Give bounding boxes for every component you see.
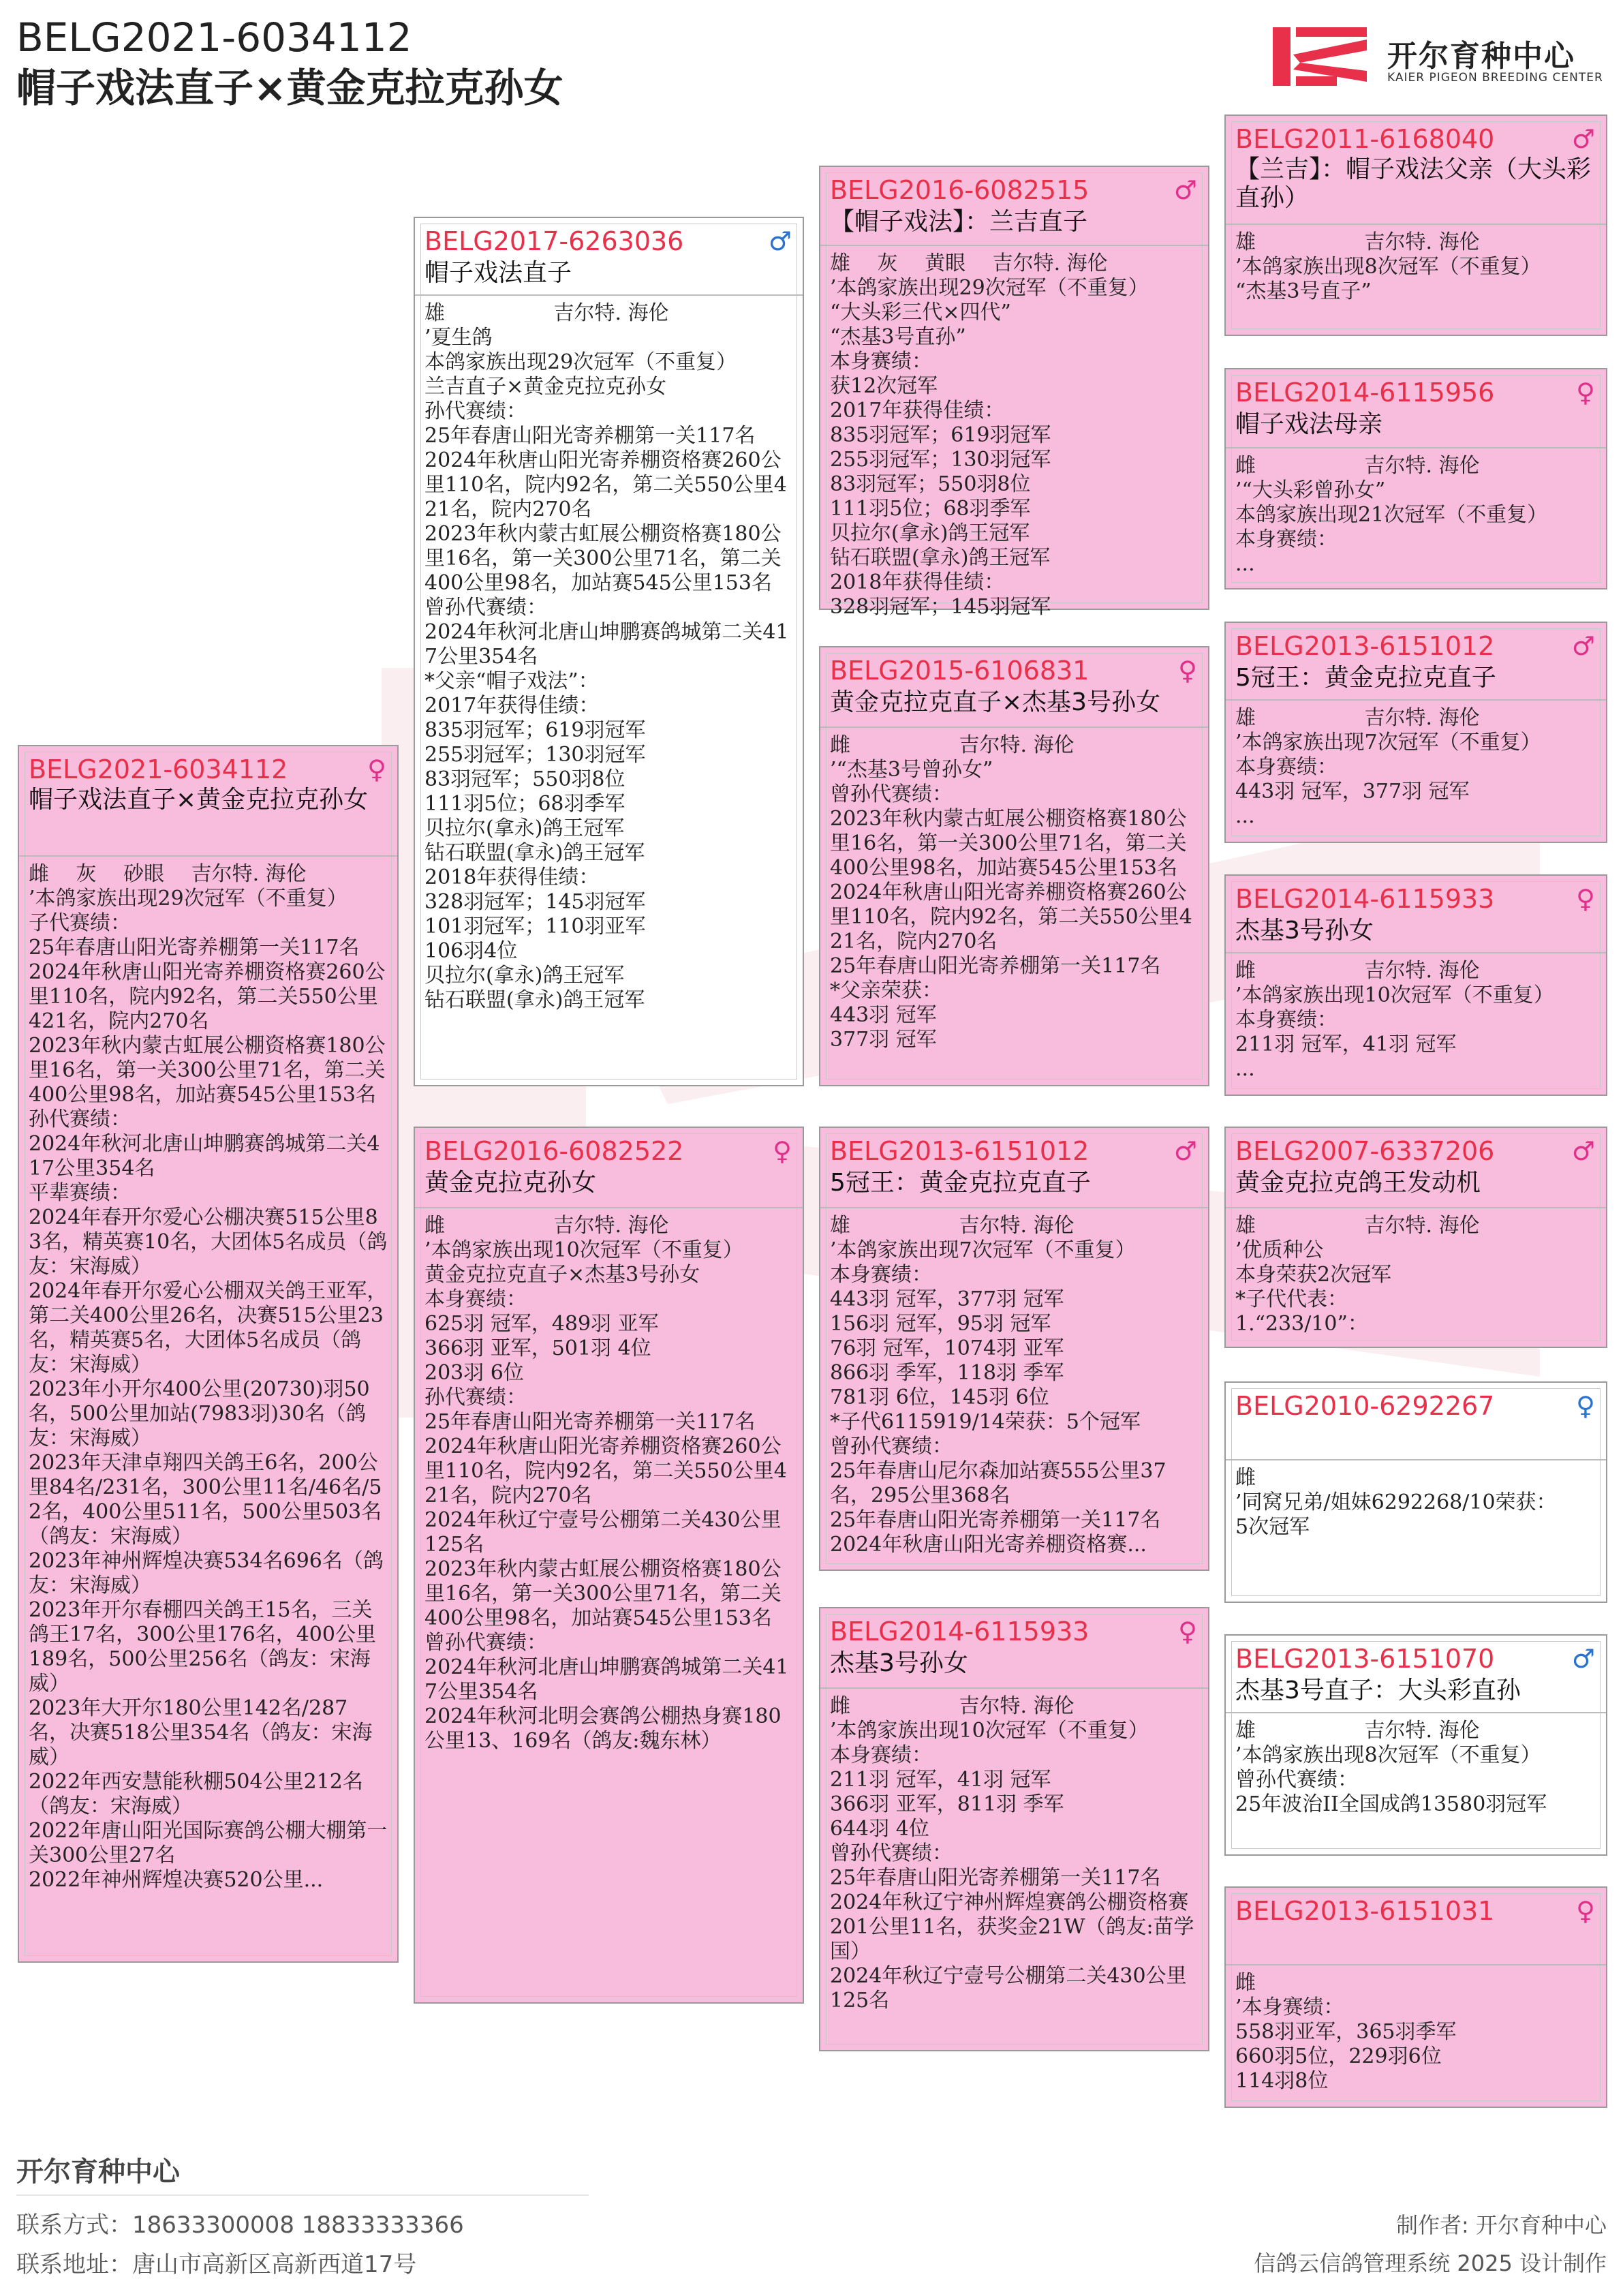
card-ring-number: BELG2015-6106831: [830, 656, 1089, 686]
pedigree-id: BELG2021-6034112: [16, 14, 412, 61]
footer-system: 信鸽云信鸽管理系统 2025 设计制作: [1254, 2250, 1607, 2276]
card-description: 雄 吉尔特. 海伦 ’本鸽家族出现8次冠军（不重复） 曾孙代赛绩： 25年波治II全国成鸽13580羽冠军: [1235, 1719, 1547, 1816]
card-ring-number: BELG2014-6115933: [830, 1617, 1089, 1647]
male-icon: ♂: [1571, 124, 1595, 154]
address-text: 唐山市高新区高新西道17号: [132, 2251, 417, 2278]
pedigree-card-ggsire-2[interactable]: [1224, 622, 1607, 843]
pedigree-card-granddam-pat[interactable]: [819, 646, 1209, 1086]
brand-logo: [1273, 27, 1607, 95]
card-divider: [1226, 699, 1606, 701]
card-name: 杰基3号直子：大头彩直孙: [1235, 1677, 1521, 1704]
pedigree-card-grandsire-mat[interactable]: [819, 1127, 1209, 1571]
pedigree-card-grandsire-pat[interactable]: [819, 166, 1209, 619]
card-name: 5冠王：黄金克拉克直子: [830, 1169, 1091, 1197]
pedigree-card-ggdam-3[interactable]: [1224, 1381, 1607, 1603]
footer-maker: 制作者: 开尔育种中心: [1396, 2212, 1607, 2238]
kaier-logo-icon: [1273, 27, 1368, 86]
card-divider: [1226, 447, 1606, 448]
pedigree-card-granddam-mat[interactable]: [819, 1607, 1209, 2051]
card-name: 帽子戏法直子: [424, 259, 572, 287]
card-description: 雄 吉尔特. 海伦 ’本鸽家族出现7次冠军（不重复） 本身赛绩： 443羽 冠军，377羽 冠军 ...: [1235, 706, 1541, 828]
card-name: 帽子戏法直子×黄金克拉克孙女: [29, 786, 369, 814]
card-ring-number: BELG2017-6263036: [424, 226, 684, 256]
card-divider: [1226, 1964, 1606, 1965]
card-divider: [820, 726, 1208, 728]
card-divider: [19, 855, 397, 857]
card-description: 雌 吉尔特. 海伦 ’本鸽家族出现10次冠军（不重复） 本身赛绩： 211羽 冠军，41羽 冠军 366羽 亚军，811羽 季军 644羽 4位 曾孙代赛绩： 25年春唐山阳光寄养棚第一关117名 2024年秋辽宁神州辉煌赛鸽公棚资格赛201公里11名，获奖金21W（鸽友:苗学国） 2024年秋辽宁壹号公棚第二关430公里125名: [830, 1694, 1194, 2012]
card-description: 雄 灰 黄眼 吉尔特. 海伦 ’本鸽家族出现29次冠军（不重复） “大头彩三代×四代” “杰基3号直孙” 本身赛绩： 获12次冠军 2017年获得佳绩： 835羽冠军；619羽冠军 255羽冠军；130羽冠军 83羽冠军；550羽8位 111羽5位；68羽季军 贝拉尔(拿永)鸽王冠军 钻石联盟(拿永)鸽王冠军 2018年获得佳绩： 328羽冠军；145羽冠军: [830, 251, 1149, 619]
card-ring-number: BELG2010-6292267: [1235, 1391, 1495, 1421]
card-description: 雌 吉尔特. 海伦 ’“大头彩曾孙女” 本鸽家族出现21次冠军（不重复） 本身赛绩： ...: [1235, 454, 1548, 576]
card-ring-number: BELG2013-6151012: [830, 1136, 1089, 1166]
card-ring-number: BELG2013-6151012: [1235, 631, 1495, 661]
card-name: 黄金克拉克孙女: [424, 1169, 597, 1197]
brand-name-cn: 开尔育种中心: [1387, 39, 1575, 74]
address-label: 联系地址：: [16, 2251, 132, 2278]
male-icon: ♂: [1173, 175, 1197, 205]
footer-contact: [16, 2206, 464, 2239]
card-divider: [1226, 1207, 1606, 1208]
female-icon: ♀: [1576, 378, 1595, 408]
card-divider: [820, 1207, 1208, 1208]
card-description: 雌 吉尔特. 海伦 ’“杰基3号曾孙女” 曾孙代赛绩： 2023年秋内蒙古虹展公棚资格赛180公里16名，第一关300公里71名，第二关400公里98名，加站赛545公里153名 2024年秋唐山阳光寄养棚资格赛260公里110名，院内92名，第二关550公里421名，院内270名 25年春唐山阳光寄养棚第一关117名 *父亲荣获： 443羽 冠军 377羽 冠军: [830, 733, 1192, 1052]
card-name: 杰基3号孙女: [830, 1649, 968, 1677]
card-name: 5冠王：黄金克拉克直子: [1235, 664, 1496, 692]
card-name: 黄金克拉克直子×杰基3号孙女: [830, 688, 1161, 716]
card-divider: [1226, 1459, 1606, 1460]
card-name: 黄金克拉克鸽王发动机: [1235, 1169, 1481, 1197]
card-divider: [1226, 224, 1606, 225]
card-ring-number: BELG2007-6337206: [1235, 1136, 1495, 1166]
card-ring-number: BELG2016-6082522: [424, 1136, 684, 1166]
pedigree-card-ggdam-4[interactable]: [1224, 1886, 1607, 2108]
pedigree-card-sire[interactable]: [414, 217, 804, 1086]
female-icon: ♀: [773, 1136, 792, 1166]
card-ring-number: BELG2011-6168040: [1235, 124, 1495, 154]
contact-label: 联系方式：: [16, 2211, 132, 2239]
card-description: 雄 吉尔特. 海伦 ’本鸽家族出现7次冠军（不重复） 本身赛绩： 443羽 冠军，377羽 冠军 156羽 冠军，95羽 冠军 76羽 冠军，1074羽 亚军 866羽 季军，118羽 季军 781羽 6位，145羽 6位 *子代6115919/14荣获：5个冠军 曾孙代赛绩： 25年春唐山尼尔森加站赛555公里37名，295公里368名 25年春唐山阳光寄养棚第一关117名 2024年秋唐山阳光寄养棚资格赛...: [830, 1214, 1166, 1557]
card-divider: [415, 294, 803, 296]
card-divider: [1226, 952, 1606, 953]
card-name: 【帽子戏法】：兰吉直子: [830, 208, 1088, 236]
pedigree-card-ggdam-1[interactable]: [1224, 368, 1607, 590]
brand-name-en: KAIER PIGEON BREEDING CENTER: [1387, 71, 1603, 85]
female-icon: ♀: [1576, 1391, 1595, 1421]
pedigree-card-dam[interactable]: [414, 1127, 804, 2004]
card-divider: [820, 1687, 1208, 1689]
female-icon: ♀: [1178, 1617, 1197, 1647]
card-description: 雌 灰 砂眼 吉尔特. 海伦 ’本鸽家族出现29次冠军（不重复） 子代赛绩： 25年春唐山阳光寄养棚第一关117名 2024年秋唐山阳光寄养棚资格赛260公里110名，院内92名，第二关550公里421名，院内270名 2023年秋内蒙古虹展公棚资格赛180公里16名，第一关300公里71名，第二关400公里98名，加站赛545公里153名 孙代赛绩： 2024年秋河北唐山坤鹏赛鸽城第二关417公里354名 平辈赛绩： 2024年春开尔爱心公棚决赛515公里83名，精英赛10名，大团体5名成员（鸽友：宋海威） 2024年春开尔爱心公棚双关鸽王亚军，第二关400公里26名，决赛515公里23名，精英赛5名，大团体5名成员（鸽友：宋海威） 2023年小开尔400公里(20730)羽50名，500公里加站(7983羽)30名（鸽友：宋海威） 2023年天津卓翔四关鸽王6名，200公里84名/231名，300公里11名/46名/52名，400公里511名，500公里503名（鸽友：宋海威） 2023年神州辉煌决赛534名696名（鸽友：宋海威） 2023年开尔春棚四关鸽王15名，三关鸽王17名，300公里176名，400公里189名，500公里256名（鸽友：宋海威） 2023年大开尔180公里142名/287名，决赛518公里354名（鸽友：宋海威） 2022年西安慧能秋棚504公里212名（鸽友：宋海威） 2022年唐山阳光国际赛鸽公棚大棚第一关300公里27名 2022年神州辉煌决赛520公里...: [29, 862, 388, 1892]
contact-phone: 18633300008 18833333366: [132, 2211, 464, 2239]
card-description: 雄 吉尔特. 海伦 ’本鸽家族出现8次冠军（不重复） “杰基3号直子”: [1235, 230, 1541, 303]
male-icon: ♂: [1173, 1136, 1197, 1166]
card-ring-number: BELG2013-6151070: [1235, 1644, 1495, 1674]
card-divider: [415, 1207, 803, 1208]
male-icon: ♂: [768, 226, 792, 256]
female-icon: ♀: [1576, 884, 1595, 914]
male-icon: ♂: [1571, 1644, 1595, 1674]
card-name: 【兰吉】：帽子戏法父亲（大头彩直孙）: [1235, 155, 1592, 212]
card-ring-number: BELG2016-6082515: [830, 175, 1089, 205]
card-description: 雄 吉尔特. 海伦 ’夏生鸽 本鸽家族出现29次冠军（不重复） 兰吉直子×黄金克拉克孙女 孙代赛绩： 25年春唐山阳光寄养棚第一关117名 2024年秋唐山阳光寄养棚资格赛260公里110名，院内92名，第二关550公里421名，院内270名 2023年秋内蒙古虹展公棚资格赛180公里16名，第一关300公里71名，第二关400公里98名，加站赛545公里153名 曾孙代赛绩： 2024年秋河北唐山坤鹏赛鸽城第二关417公里354名 *父亲“帽子戏法”： 2017年获得佳绩： 835羽冠军；619羽冠军 255羽冠军；130羽冠军 83羽冠军；550羽8位 111羽5位；68羽季军 贝拉尔(拿永)鸽王冠军 钻石联盟(拿永)鸽王冠军 2018年获得佳绩： 328羽冠军；145羽冠军 101羽冠军；110羽亚军 106羽4位 贝拉尔(拿永)鸽王冠军 钻石联盟(拿永)鸽王冠军: [424, 301, 789, 1012]
male-icon: ♂: [1571, 631, 1595, 661]
pedigree-card-ggsire-1[interactable]: [1224, 114, 1607, 336]
card-ring-number: BELG2013-6151031: [1235, 1896, 1495, 1926]
pedigree-card-ggdam-2[interactable]: [1224, 874, 1607, 1096]
pedigree-card-ggsire-4[interactable]: [1224, 1634, 1607, 1856]
card-description: 雌 ’同窝兄弟/姐妹6292268/10荣获： 5次冠军: [1235, 1466, 1557, 1539]
card-name: 帽子戏法母亲: [1235, 410, 1383, 438]
card-description: 雌 吉尔特. 海伦 ’本鸽家族出现10次冠军（不重复） 本身赛绩： 211羽 冠军，41羽 冠军 ...: [1235, 959, 1554, 1081]
card-description: 雌 ’本身赛绩： 558羽亚军，365羽季军 660羽5位，229羽6位 114羽8位: [1235, 1971, 1457, 2093]
female-icon: ♀: [367, 754, 386, 784]
pedigree-title: 帽子戏法直子×黄金克拉克孙女: [16, 65, 563, 111]
female-icon: ♀: [1178, 656, 1197, 686]
card-ring-number: BELG2021-6034112: [29, 754, 288, 784]
pedigree-card-ggsire-3[interactable]: [1224, 1127, 1607, 1348]
female-icon: ♀: [1576, 1896, 1595, 1926]
card-ring-number: BELG2014-6115933: [1235, 884, 1495, 914]
footer-address: [16, 2246, 416, 2279]
card-ring-number: BELG2014-6115956: [1235, 378, 1495, 408]
card-divider: [1226, 1712, 1606, 1713]
card-description: 雄 吉尔特. 海伦 ’优质种公 本身荣获2次冠军 *子代代表： 1.“233/10”：: [1235, 1214, 1480, 1336]
pedigree-card-subject[interactable]: [18, 745, 399, 1963]
male-icon: ♂: [1571, 1136, 1595, 1166]
footer-company: 开尔育种中心: [16, 2156, 180, 2188]
card-divider: [820, 245, 1208, 246]
card-description: 雌 吉尔特. 海伦 ’本鸽家族出现10次冠军（不重复） 黄金克拉克直子×杰基3号孙女 本身赛绩： 625羽 冠军，489羽 亚军 366羽 亚军，501羽 4位 203羽 6位 孙代赛绩： 25年春唐山阳光寄养棚第一关117名 2024年秋唐山阳光寄养棚资格赛260公里110名，院内92名，第二关550公里421名，院内270名 2024年秋辽宁壹号公棚第二关430公里125名 2023年秋内蒙古虹展公棚资格赛180公里16名，第一关300公里71名，第二关400公里98名，加站赛545公里153名 曾孙代赛绩： 2024年秋河北唐山坤鹏赛鸽城第二关417公里354名 2024年秋河北明会赛鸽公棚热身赛180公里13、169名（鸽友:魏东林）: [424, 1214, 789, 1753]
card-name: 杰基3号孙女: [1235, 917, 1374, 945]
footer-divider: [16, 2194, 589, 2196]
